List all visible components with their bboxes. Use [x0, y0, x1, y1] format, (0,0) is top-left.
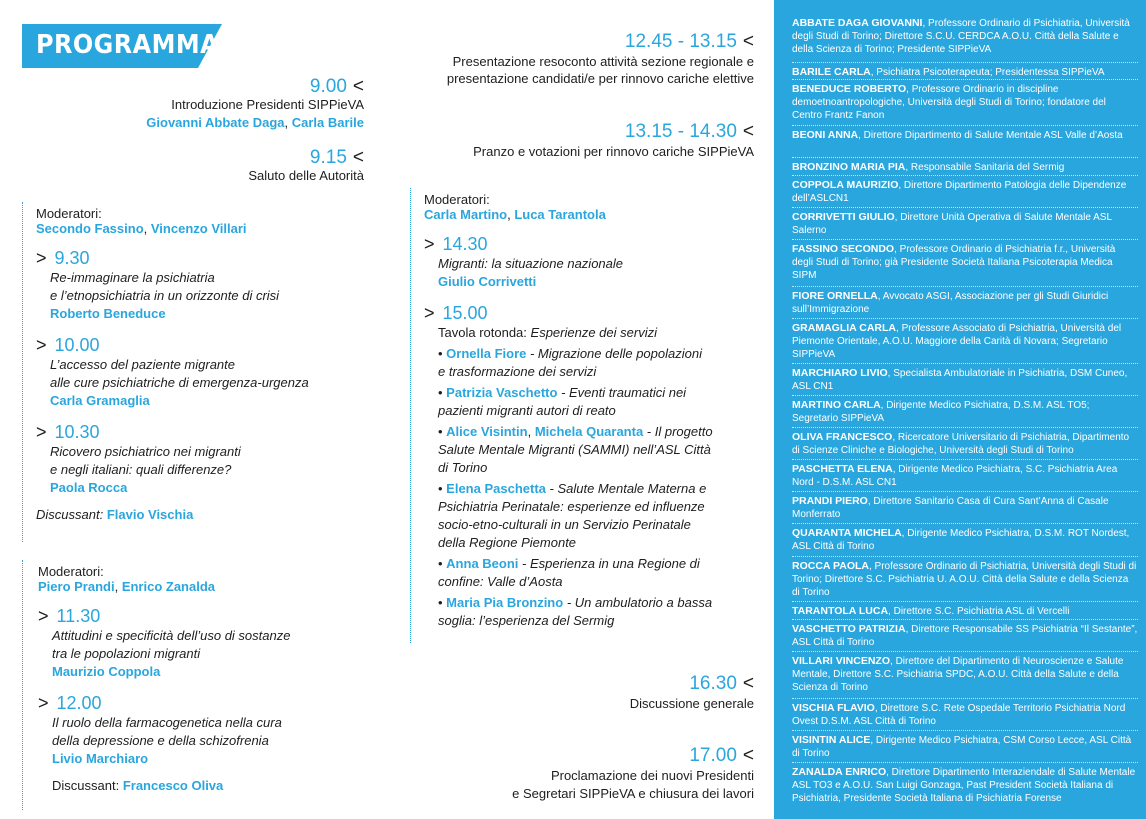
bio-divider — [792, 318, 1138, 319]
bio-entry — [792, 463, 1138, 489]
bio-name: ABBATE DAGA GIOVANNI — [792, 17, 923, 29]
bio-divider — [792, 523, 1138, 524]
bio-entry — [792, 179, 1138, 205]
bio-name: PRANDI PIERO — [792, 495, 868, 507]
slot-time: > 10.30 — [36, 422, 100, 442]
session-2 — [22, 560, 398, 810]
bio-entry — [792, 560, 1138, 599]
bio-divider — [792, 395, 1138, 396]
bio-entry — [792, 527, 1138, 553]
proclamazione-line: e Segretari SIPPieVA e chiusura dei lavori — [512, 786, 754, 801]
bio-entry — [792, 623, 1138, 649]
speaker-name: Giulio Corrivetti — [438, 274, 537, 289]
slot-time: > 10.00 — [36, 335, 100, 355]
bio-name: VASCHETTO PATRIZIA — [792, 623, 906, 635]
roundtable-speaker: Elena Paschetta — [446, 481, 546, 496]
talk-title: Migranti: la situazione nazionale — [438, 256, 623, 271]
bio-text: , Responsabile Sanitaria del Sermig — [905, 162, 1065, 173]
bio-divider — [792, 157, 1138, 158]
bio-divider — [792, 601, 1138, 602]
session-3 — [410, 188, 774, 643]
bio-name: MARTINO CARLA — [792, 399, 881, 411]
bio-text: , Direttore S.C. Psichiatria ASL di Vercelli — [888, 606, 1070, 617]
roundtable-item: • Ornella Fiore - Migrazione delle popolazioni e trasformazione dei servizi — [438, 346, 702, 379]
talk-title: Ricovero psichiatrico nei migranti — [50, 444, 241, 459]
roundtable-speaker: Alice Visintin — [446, 424, 528, 439]
bio-divider — [792, 175, 1138, 176]
bio-divider — [792, 730, 1138, 731]
talk-title: tra le popolazioni migranti — [52, 646, 201, 661]
talk-title: Re-immaginare la psichiatria — [50, 270, 215, 285]
moderators-names: Piero Prandi, Enrico Zanalda — [38, 579, 216, 594]
talk-title: alle cure psichiatriche di emergenza-urgenza — [50, 375, 309, 390]
moderators-label: Moderatori: — [38, 564, 104, 579]
slot-time: > 9.30 — [36, 248, 90, 268]
bio-name: BEONI ANNA — [792, 129, 859, 141]
bio-text: , Avvocato ASGI, Associazione per gli Studi Giuridici sull’Immigrazione — [792, 291, 1109, 315]
roundtable-item: • Anna Beoni - Esperienza in una Regione di confine: Valle d’Aosta — [438, 556, 700, 589]
bio-entry — [792, 734, 1138, 760]
intro-line: Introduzione Presidenti SIPPieVA — [171, 97, 364, 112]
bio-text: , Direttore S.C. Rete Ospedale Territorio Psichiatria Nord Ovest D.S.M. ASL Città di Torino — [792, 703, 1126, 727]
time-16-30: 16.30 < — [689, 673, 754, 694]
speaker-name: Paola Rocca — [50, 480, 128, 495]
resoconto-line: Presentazione resoconto attività sezione regionale e — [452, 54, 754, 69]
bio-divider — [792, 286, 1138, 287]
bio-name: FIORE ORNELLA — [792, 290, 878, 302]
roundtable-item: • Patrizia Vaschetto - Eventi traumatici nei pazienti migranti autori di reato — [438, 385, 687, 418]
bio-entry — [792, 605, 1138, 618]
roundtable-speaker: Ornella Fiore — [446, 346, 527, 361]
bio-entry — [792, 66, 1138, 79]
bio-name: MARCHIARO LIVIO — [792, 367, 888, 379]
bio-name: VILLARI VINCENZO — [792, 655, 891, 667]
bio-entry — [792, 399, 1138, 425]
moderators-label: Moderatori: — [36, 206, 102, 221]
bio-name: ROCCA PAOLA — [792, 560, 869, 572]
bio-entry — [792, 322, 1138, 361]
time-12-45: 12.45 - 13.15 < — [624, 31, 754, 52]
intro-speakers: Giovanni Abbate Daga, Carla Barile — [146, 115, 364, 130]
roundtable-title: Tavola rotonda: Esperienze dei servizi — [438, 325, 657, 340]
bio-entry — [792, 290, 1138, 316]
page-title: PROGRAMMA — [36, 30, 220, 60]
session-1 — [22, 202, 396, 542]
bio-divider — [792, 207, 1138, 208]
time-13-15: 13.15 - 14.30 < — [624, 121, 754, 142]
bio-entry — [792, 431, 1138, 457]
bio-text: , Professore Associato di Psichiatria, Università del Piemonte Orientale, A.O.U. Maggiore della Carità di Novara; Segretario SIPPieVA — [792, 323, 1122, 360]
bio-name: BENEDUCE ROBERTO — [792, 83, 907, 95]
bio-text: , Direttore Responsabile SS Psichiatria “Il Sestante”, ASL Città di Torino — [792, 624, 1138, 648]
roundtable-speaker: Maria Pia Bronzino — [446, 595, 564, 610]
bio-divider — [792, 619, 1138, 620]
bio-text: , Direttore Unità Operativa di Salute Mentale ASL Salerno — [792, 212, 1112, 236]
bio-text: , Dirigente Medico Psichiatra, CSM Corso Lecce, ASL Città di Torino — [792, 735, 1132, 759]
bio-divider — [792, 556, 1138, 557]
moderators-names: Carla Martino, Luca Tarantola — [424, 207, 606, 222]
time-9-00: 9.00 < — [309, 76, 364, 97]
bio-divider — [792, 762, 1138, 763]
bio-name: COPPOLA MAURIZIO — [792, 179, 899, 191]
bio-name: VISINTIN ALICE — [792, 734, 871, 746]
bio-name: ZANALDA ENRICO — [792, 766, 887, 778]
bio-divider — [792, 459, 1138, 460]
moderators-label: Moderatori: — [424, 192, 490, 207]
bio-entry — [792, 211, 1138, 237]
roundtable-speaker: Michela Quaranta — [534, 424, 644, 439]
bio-entry — [792, 17, 1138, 56]
bio-text: , Dirigente Medico Psichiatra, S.C. Psichiatria Area Nord - D.S.M. ASL CN1 — [792, 464, 1118, 488]
pranzo-line: Pranzo e votazioni per rinnovo cariche SIPPieVA — [473, 144, 754, 159]
bio-name: BARILE CARLA — [792, 66, 871, 78]
bio-text: , Professore Ordinario di Psichiatria, Università degli Studi di Torino; Direttore S.C.U. CERDCA A.O.U. Città della Salute e della Scienza di Torino; Presidente SIPPieVA — [792, 18, 1130, 55]
discussant: Discussant: Flavio Vischia — [36, 507, 194, 522]
slot-time: > 11.30 — [38, 606, 101, 626]
bio-name: GRAMAGLIA CARLA — [792, 322, 897, 334]
bio-entry — [792, 702, 1138, 728]
bio-entry — [792, 161, 1138, 174]
bio-text: , Direttore Dipartimento Patologia delle Dipendenze dell’ASLCN1 — [792, 180, 1127, 204]
time-9-15: 9.15 < — [309, 147, 364, 168]
slot-time: > 15.00 — [424, 303, 488, 323]
bio-entry — [792, 766, 1138, 805]
bio-text: , Professore Ordinario di Psichiatria f.r., Università degli Studi di Torino; già Presidente Società Italiana Psicoterapia Medica SIPM — [792, 244, 1116, 281]
slot-time: > 12.00 — [38, 693, 102, 713]
time-17-00: 17.00 < — [689, 745, 754, 766]
saluto-line: Saluto delle Autorità — [248, 168, 364, 183]
bio-entry — [792, 655, 1138, 694]
bio-name: CORRIVETTI GIULIO — [792, 211, 895, 223]
bio-name: BRONZINO MARIA PIA — [792, 161, 906, 173]
speaker-name: Carla Gramaglia — [50, 393, 150, 408]
roundtable-speaker: Patrizia Vaschetto — [446, 385, 558, 400]
bio-divider — [792, 125, 1138, 126]
bio-name: PASCHETTA ELENA — [792, 463, 893, 475]
bio-entry — [792, 367, 1138, 393]
bio-entry — [792, 129, 1138, 142]
bio-divider — [792, 651, 1138, 652]
speakers-bio-panel — [774, 0, 1146, 819]
bio-divider — [792, 698, 1138, 699]
talk-title: e negli italiani: quali differenze? — [50, 462, 232, 477]
speaker-name: Roberto Beneduce — [50, 306, 166, 321]
discussione-line: Discussione generale — [629, 696, 754, 711]
bio-entry — [792, 243, 1138, 282]
bio-text: , Professore Ordinario di Psichiatria, Università degli Studi di Torino; Direttore S.C. Psichiatria U. A.O.U. Città della Salute e della Scienza di Torino — [792, 561, 1137, 598]
bio-text: , Direttore del Dipartimento di Neuroscienze e Salute Mentale, Direttore S.C. Psichiatria SPDC, A.O.U. Città della Salute e della Scienza di Torino — [792, 656, 1124, 693]
bio-divider — [792, 79, 1138, 80]
slot-time: > 14.30 — [424, 234, 488, 254]
resoconto-line: presentazione candidati/e per rinnovo cariche elettive — [446, 71, 754, 86]
proclamazione-line: Proclamazione dei nuovi Presidenti — [550, 768, 754, 783]
bio-divider — [792, 62, 1138, 63]
bio-text: , Professore Ordinario in discipline demoetnoantropologiche, Università degli Studi di Torino; fondatore del Centro Frantz Fanon — [792, 84, 1106, 121]
bio-text: , Dirigente Medico Psichiatra, D.S.M. ROT Nordest, ASL Città di Torino — [792, 528, 1130, 552]
bio-divider — [792, 239, 1138, 240]
bio-text: , Ricercatore Universitario di Psichiatria, Dipartimento di Scienze Cliniche e Biologiche, Università degli Studi di Torino — [792, 432, 1130, 456]
bio-divider — [792, 363, 1138, 364]
moderators-names: Secondo Fassino, Vincenzo Villari — [36, 221, 247, 236]
bio-name: VISCHIA FLAVIO — [792, 702, 875, 714]
bio-text: , Direttore Dipartimento Interaziendale di Salute Mentale ASL TO3 e A.O.U. San Luigi Gonzaga, Past President Società Italiana di Psichiatria, Presidente Società Italiana di Psichiatria Forense — [792, 767, 1136, 804]
bio-text: , Psichiatra Psicoterapeuta; Presidentessa SIPPieVA — [870, 67, 1105, 78]
talk-title: Attitudini e specificità dell’uso di sostanze — [52, 628, 291, 643]
speaker-name: Livio Marchiaro — [52, 751, 149, 766]
talk-title: L’accesso del paziente migrante — [50, 357, 236, 372]
bio-name: TARANTOLA LUCA — [792, 605, 889, 617]
bio-name: FASSINO SECONDO — [792, 243, 895, 255]
bio-name: QUARANTA MICHELA — [792, 527, 902, 539]
speaker-name: Maurizio Coppola — [52, 664, 161, 679]
bio-text: , Direttore Dipartimento di Salute Mentale ASL Valle d’Aosta — [858, 130, 1123, 141]
bio-entry — [792, 495, 1138, 521]
bio-divider — [792, 491, 1138, 492]
discussant: Discussant: Francesco Oliva — [52, 778, 224, 793]
roundtable-item: • Maria Pia Bronzino - Un ambulatorio a bassa soglia: l’esperienza del Sermig — [438, 595, 713, 628]
bio-name: OLIVA FRANCESCO — [792, 431, 893, 443]
roundtable-list — [438, 345, 774, 630]
roundtable-item: • Alice Visintin, Michela Quaranta - Il progetto Salute Mentale Migranti (SAMMI) nell’ASL Città di Torino — [438, 424, 713, 475]
roundtable-item: • Elena Paschetta - Salute Mentale Materna e Psichiatria Perinatale: esperienze ed influenze socio-etno-culturali in un Servizio Perinatale della Regione Piemonte — [438, 481, 707, 550]
talk-title: e l’etnopsichiatria in un orizzonte di crisi — [50, 288, 280, 303]
bio-text: , Direttore Sanitario Casa di Cura Sant’Anna di Casale Monferrato — [792, 496, 1109, 520]
roundtable-speaker: Anna Beoni — [446, 556, 519, 571]
bio-entry — [792, 83, 1138, 122]
talk-title: Il ruolo della farmacogenetica nella cura — [52, 715, 282, 730]
bio-divider — [792, 427, 1138, 428]
bio-text: , Specialista Ambulatoriale in Psichiatria, DSM Cuneo, ASL CN1 — [792, 368, 1128, 392]
talk-title: della depressione e della schizofrenia — [52, 733, 269, 748]
bio-text: , Dirigente Medico Psichiatra, D.S.M. ASL TO5; Segretario SIPPieVA — [792, 400, 1090, 424]
